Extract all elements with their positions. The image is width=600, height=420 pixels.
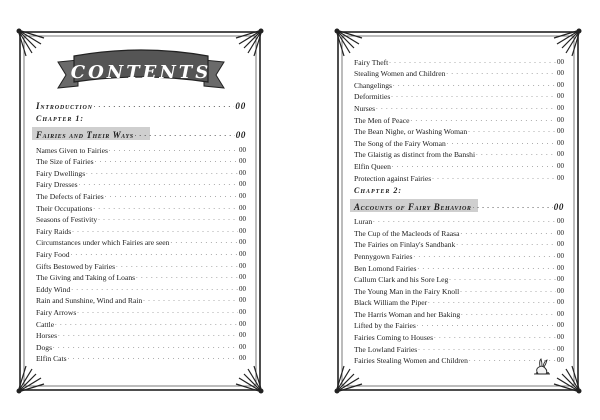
toc-entry-title: Their Occupations bbox=[36, 203, 93, 213]
toc-entry[interactable] bbox=[36, 353, 246, 365]
toc-entry-title: Fairies Stealing Women and Children bbox=[354, 356, 468, 366]
dot-leader bbox=[432, 171, 556, 184]
toc-entry-title: Changelings bbox=[354, 80, 392, 90]
toc-left bbox=[36, 98, 246, 364]
toc-entry-title: The Lowland Fairies bbox=[354, 344, 418, 354]
right-page bbox=[334, 28, 582, 394]
toc-entry-title: The Cup of the Macleods of Raasa bbox=[354, 228, 460, 238]
toc-entry-title: The Glaistig as distinct from the Banshi bbox=[354, 150, 476, 160]
toc-entry-page: 00 bbox=[557, 69, 564, 78]
toc-entry-page: 00 bbox=[557, 103, 564, 112]
rabbit-illustration-icon bbox=[532, 356, 552, 376]
toc-entry-page: 00 bbox=[557, 286, 564, 295]
toc-entry-title: Seasons of Festivity bbox=[36, 215, 98, 225]
toc-entry-page: 00 bbox=[239, 226, 246, 235]
toc-entry-title: Deformities bbox=[354, 92, 391, 102]
toc-entry-page: 00 bbox=[557, 150, 564, 159]
toc-entry-title: The Defects of Fairies bbox=[36, 191, 104, 201]
section-heading-2[interactable]: Accounts of Fairy Behavior . . . 00 bbox=[354, 198, 564, 214]
toc-entry-page: 00 bbox=[557, 333, 564, 342]
toc-entry-title: Lifted by the Fairies bbox=[354, 321, 416, 331]
toc-entry-title: Black William the Piper bbox=[354, 298, 428, 308]
toc-entry-title: Stealing Women and Children bbox=[354, 69, 446, 79]
toc-entry-title: Cattle bbox=[36, 319, 55, 329]
toc-entry-title: Fairies Coming to Houses bbox=[354, 333, 434, 343]
toc-entry-page: 00 bbox=[557, 309, 564, 318]
toc-entry-page: 00 bbox=[239, 203, 246, 212]
toc-entry-title: Pennygown Fairies bbox=[354, 251, 413, 261]
toc-entry-page: 00 bbox=[557, 298, 564, 307]
toc-entry-page: 00 bbox=[557, 138, 564, 147]
toc-entry-page: 00 bbox=[239, 238, 246, 247]
toc-entry-page: 00 bbox=[557, 275, 564, 284]
toc-entry-page: 00 bbox=[239, 354, 246, 363]
toc-entry-title: Fairy Food bbox=[36, 249, 70, 259]
contents-banner bbox=[56, 42, 226, 90]
toc-entry-title: Fairy Arrows bbox=[36, 307, 77, 317]
toc-entry-page: 00 bbox=[239, 319, 246, 328]
toc-entry-title: Ben Lomond Fairies bbox=[354, 263, 417, 273]
toc-entry-title: Elfin Cats bbox=[36, 354, 67, 364]
toc-entry-page: 00 bbox=[557, 240, 564, 249]
toc-entry-title: Protection against Fairies bbox=[354, 173, 432, 183]
toc-entry-page: 00 bbox=[239, 168, 246, 177]
toc-entry-page: 00 bbox=[557, 161, 564, 170]
toc-entry-page: 00 bbox=[239, 215, 246, 224]
toc-entry-title: The Young Man in the Fairy Knoll bbox=[354, 286, 460, 296]
toc-entry-page: 00 bbox=[557, 80, 564, 89]
toc-entry-title: Nurses bbox=[354, 103, 376, 113]
toc-entry-title: Elfin Queen bbox=[354, 161, 391, 171]
toc-entry-title: Eddy Wind bbox=[36, 284, 71, 294]
toc-entry[interactable] bbox=[354, 172, 564, 184]
toc-entry-title: The Giving and Taking of Loans bbox=[36, 273, 136, 283]
corner-ornament-icon bbox=[16, 360, 50, 394]
toc-entry-page: 00 bbox=[239, 180, 246, 189]
left-page bbox=[16, 28, 264, 394]
corner-ornament-icon bbox=[230, 28, 264, 62]
toc-entry-page: 00 bbox=[239, 284, 246, 293]
toc-entry-title: Fairy Raids bbox=[36, 226, 72, 236]
toc-right bbox=[354, 56, 564, 366]
toc-entry-page: 00 bbox=[239, 145, 246, 154]
toc-entry-page: 00 bbox=[239, 191, 246, 200]
toc-entry-title: Circumstances under which Fairies are seen bbox=[36, 238, 170, 248]
toc-entry-title: Gifts Bestowed by Fairies bbox=[36, 261, 116, 271]
toc-entry-page: 00 bbox=[557, 127, 564, 136]
toc-entry-page: 00 bbox=[557, 92, 564, 101]
toc-entry-page: 00 bbox=[239, 307, 246, 316]
toc-entry-page: 00 bbox=[239, 296, 246, 305]
toc-entry-title: Fairy Dwellings bbox=[36, 168, 86, 178]
toc-entry-page: 00 bbox=[557, 321, 564, 330]
toc-entry-title: Callum Clark and his Sore Leg bbox=[354, 275, 449, 285]
toc-entry-page: 00 bbox=[239, 157, 246, 166]
toc-entry-page: 00 bbox=[557, 115, 564, 124]
toc-entry-page: 00 bbox=[239, 331, 246, 340]
toc-entry-page: 00 bbox=[239, 249, 246, 258]
toc-entry-title: The Size of Fairies bbox=[36, 157, 94, 167]
toc-entry-page: 00 bbox=[557, 228, 564, 237]
toc-entry-title: Luran bbox=[354, 217, 373, 227]
toc-entry-title: The Song of the Fairy Woman bbox=[354, 138, 446, 148]
dot-leader bbox=[68, 351, 238, 364]
toc-entry-page: 00 bbox=[557, 57, 564, 66]
section-heading-1[interactable]: Fairies and Their Ways . . . 00 bbox=[36, 126, 246, 142]
corner-ornament-icon bbox=[16, 28, 50, 62]
chapter-1-label: Chapter 1: bbox=[36, 114, 85, 123]
corner-ornament-icon bbox=[230, 360, 264, 394]
toc-entry-page: 00 bbox=[557, 344, 564, 353]
toc-entry-title: The Bean Nighe, or Washing Woman bbox=[354, 127, 468, 137]
toc-entry-title: Rain and Sunshine, Wind and Rain bbox=[36, 296, 143, 306]
toc-entry-title: Names Given to Fairies bbox=[36, 145, 108, 155]
toc-entry-introduction[interactable]: Introduction . . . 00 bbox=[36, 98, 246, 112]
toc-entry-page: 00 bbox=[557, 251, 564, 260]
toc-entry-title: Dogs bbox=[36, 342, 53, 352]
toc-entry-page: 00 bbox=[239, 261, 246, 270]
toc-entry-page: 00 bbox=[239, 342, 246, 351]
toc-entry-page: 00 bbox=[557, 263, 564, 272]
toc-entry-page: 00 bbox=[557, 217, 564, 226]
toc-entry-page: 00 bbox=[557, 356, 564, 365]
toc-entry-title: Horses bbox=[36, 331, 58, 341]
toc-entry-title: Fairy Dresses bbox=[36, 180, 78, 190]
contents-title: CONTENTS bbox=[70, 62, 212, 83]
toc-entry-page: 00 bbox=[239, 273, 246, 282]
toc-entry-title: The Harris Woman and her Baking bbox=[354, 309, 461, 319]
toc-entry-title: The Fairies on Finlay's Sandbank bbox=[354, 240, 456, 250]
toc-entry-title: Fairy Theft bbox=[354, 57, 389, 67]
chapter-2-label: Chapter 2: bbox=[354, 185, 403, 195]
toc-entry-title: The Men of Peace bbox=[354, 115, 410, 125]
toc-entry-page: 00 bbox=[557, 173, 564, 182]
